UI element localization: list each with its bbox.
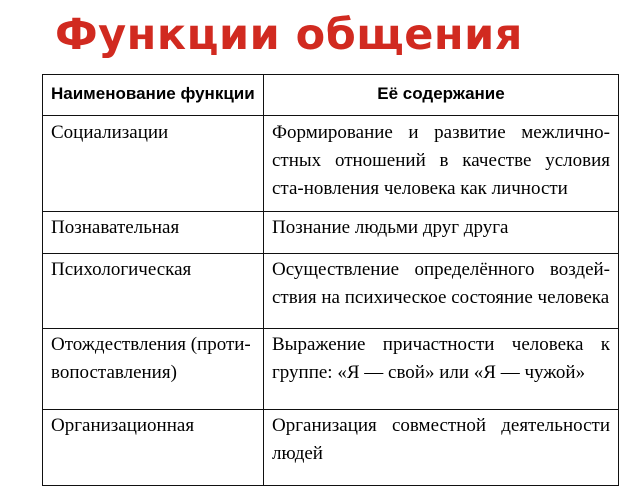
page-title: Функции общения xyxy=(55,10,523,60)
function-content-cell: Выражение причастности человека к группе: «Я — свой» или «Я — чужой» xyxy=(264,329,619,410)
function-name-cell: Социализации xyxy=(43,116,264,212)
column-header-function-name: Наименование функции xyxy=(43,75,264,116)
function-content-cell: Формирование и развитие межлично-стных отношений в качестве условия ста-новления человека как личности xyxy=(264,116,619,212)
function-name-cell: Психологическая xyxy=(43,254,264,329)
table-row xyxy=(43,116,619,212)
function-name-cell: Познавательная xyxy=(43,212,264,254)
table-row xyxy=(43,410,619,486)
function-name-cell: Организационная xyxy=(43,410,264,486)
function-content-cell: Осуществление определённого воздей-ствия на психическое состояние человека xyxy=(264,254,619,329)
function-name-cell: Отождествления (проти-вопоставления) xyxy=(43,329,264,410)
functions-table xyxy=(42,74,619,486)
table-row xyxy=(43,212,619,254)
column-header-content: Её содержание xyxy=(264,75,619,116)
function-content-cell: Организация совместной деятельности людей xyxy=(264,410,619,486)
function-content-cell: Познание людьми друг друга xyxy=(264,212,619,254)
table-row xyxy=(43,254,619,329)
table-header-row xyxy=(43,75,619,116)
table-row xyxy=(43,329,619,410)
